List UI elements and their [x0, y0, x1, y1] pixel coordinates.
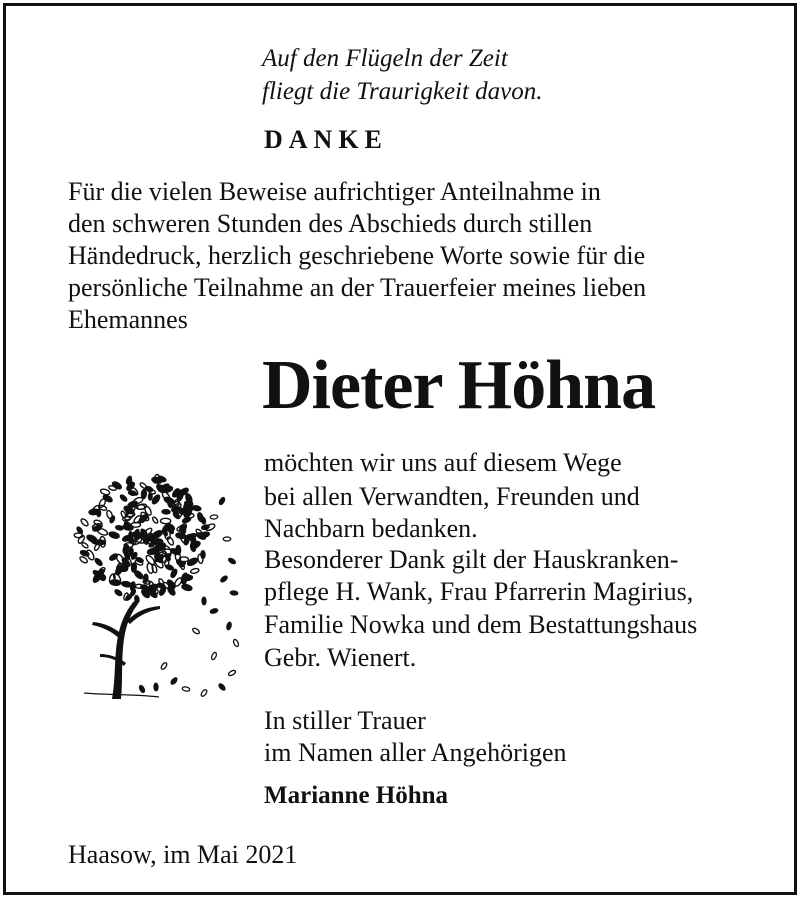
- quote-line-2: fliegt die Traurigkeit davon.: [262, 78, 543, 105]
- thanks-line: Nachbarn bedanken.: [264, 514, 478, 543]
- thanks-line: Gebr. Wienert.: [264, 643, 417, 672]
- thanks-line: bei allen Verwandten, Freunden und: [264, 482, 640, 511]
- thanks-line: Familie Nowka und dem Bestattungshaus: [264, 610, 698, 639]
- thanks-line: Besonderer Dank gilt der Hauskranken-: [264, 545, 679, 574]
- intro-line: persönliche Teilnahme an der Trauerfeier meines lieben: [68, 273, 647, 302]
- sign-off-line-1: In stiller Trauer: [264, 706, 426, 735]
- sign-off-line-2: im Namen aller Angehörigen: [264, 738, 567, 767]
- windblown-tree-icon: [64, 461, 240, 701]
- deceased-name: Dieter Höhna: [262, 347, 656, 424]
- thanks-line: pflege H. Wank, Frau Pfarrerin Magirius,: [264, 577, 694, 606]
- quote-line-1: Auf den Flügeln der Zeit: [262, 45, 508, 72]
- heading-danke: DANKE: [264, 125, 388, 154]
- thanks-line: möchten wir uns auf diesem Wege: [264, 448, 622, 477]
- intro-line: Ehemannes: [68, 305, 188, 334]
- intro-line: Für die vielen Beweise aufrichtiger Anteilnahme in: [68, 177, 601, 206]
- signer-name: Marianne Höhna: [264, 782, 449, 809]
- intro-line: Händedruck, herzlich geschriebene Worte sowie für die: [68, 241, 646, 270]
- place-and-date: Haasow, im Mai 2021: [68, 840, 298, 869]
- obituary-notice-frame: [3, 3, 797, 895]
- intro-line: den schweren Stunden des Abschieds durch stillen: [68, 209, 593, 238]
